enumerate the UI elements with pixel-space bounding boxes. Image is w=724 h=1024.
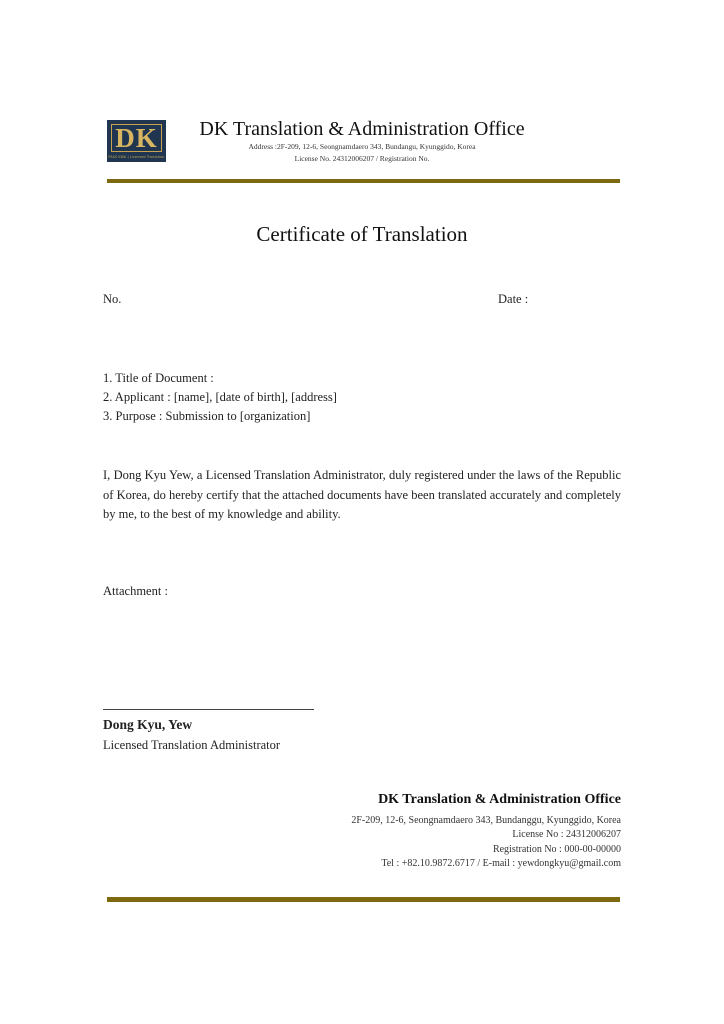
footer-contact: Tel : +82.10.9872.6717 / E-mail : yewdongkyu@gmail.com xyxy=(381,858,621,869)
certificate-title: Certificate of Translation xyxy=(256,222,468,246)
date-label: Date : xyxy=(498,292,529,306)
purpose-item: 3. Purpose : Submission to [organization] xyxy=(103,409,311,423)
applicant-item: 2. Applicant : [name], [date of birth], [address] xyxy=(103,390,337,404)
footer-registration: Registration No : 000-00-00000 xyxy=(492,844,621,855)
logo-tagline: PASS KWA | Licensed Translator xyxy=(108,154,165,159)
footer-license: License No : 24312006207 xyxy=(512,829,621,840)
header-address: Address :2F-209, 12-6, Seongnamdaero 343, Bundangu, Kyunggido, Korea xyxy=(248,142,476,151)
footer-divider xyxy=(107,897,620,902)
header-office-name: DK Translation & Administration Office xyxy=(199,118,525,140)
footer-office-name: DK Translation & Administration Office xyxy=(378,792,621,807)
logo-letters: DK xyxy=(111,124,162,152)
document-title-item: 1. Title of Document : xyxy=(103,371,214,385)
certification-paragraph: I, Dong Kyu Yew, a Licensed Translation Administrator, duly registered under the laws of the Republic of Korea, do hereby certify that the attached documents have been translated accurately and completely by me, to the best of my knowledge and ability. xyxy=(103,468,621,521)
footer-address: 2F-209, 12-6, Seongnamdaero 343, Bundanggu, Kyunggido, Korea xyxy=(351,815,621,826)
signature-line xyxy=(103,709,314,710)
header-license: License No. 24312006207 / Registration No. xyxy=(294,154,430,163)
office-logo xyxy=(107,120,166,162)
number-label: No. xyxy=(103,292,122,306)
header-divider xyxy=(107,179,620,183)
signatory-name: Dong Kyu, Yew xyxy=(103,717,193,732)
signatory-role: Licensed Translation Administrator xyxy=(103,738,281,752)
attachment-label: Attachment : xyxy=(103,584,168,598)
